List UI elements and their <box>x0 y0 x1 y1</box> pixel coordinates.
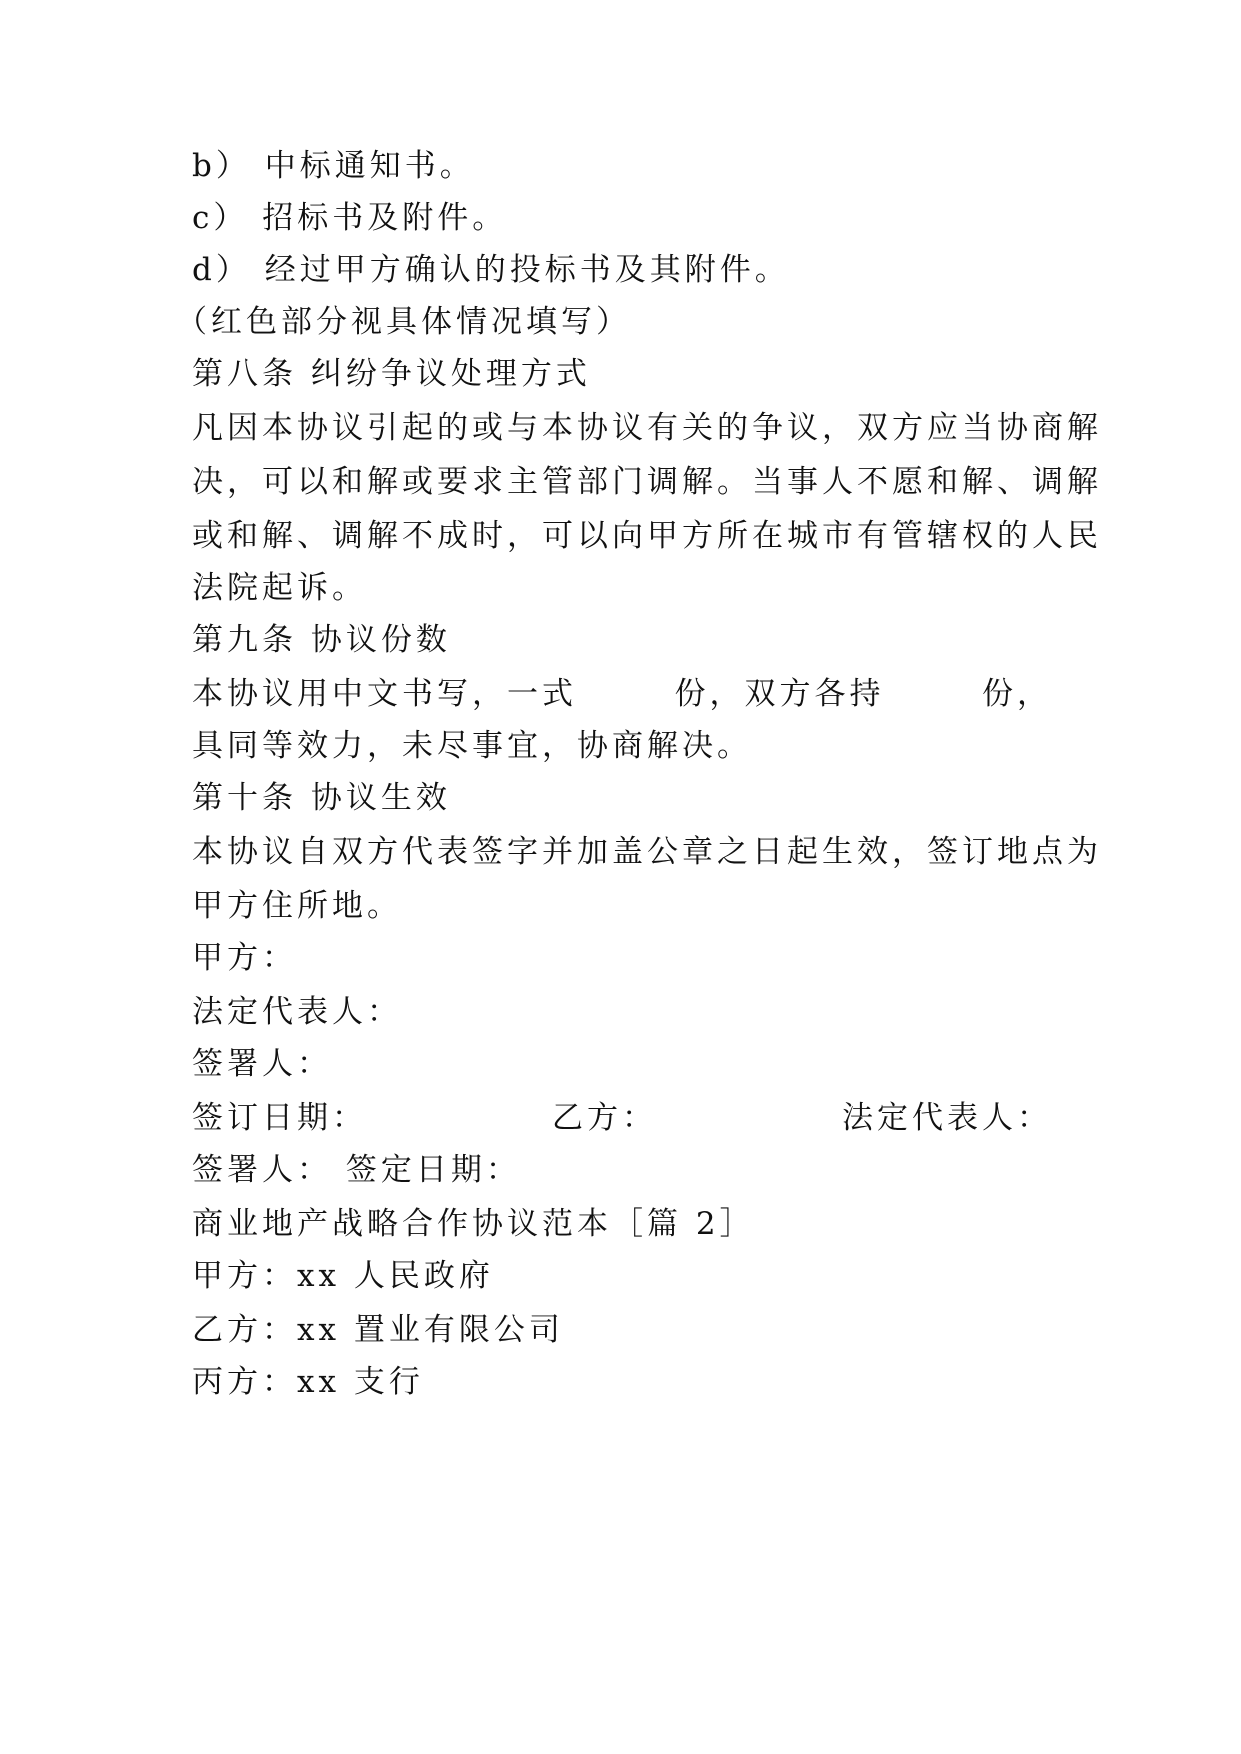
article-8-line: 或和解、调解不成时，可以向甲方所在城市有管辖权的人民 <box>192 518 1102 554</box>
article-8-line: 凡因本协议引起的或与本协议有关的争议，双方应当协商解 <box>192 410 1102 446</box>
article-9-copies-line <box>192 674 1052 714</box>
next-party-c: 丙方：xx 支行 <box>192 1364 424 1400</box>
signature-row <box>192 1098 1052 1138</box>
next-party-a: 甲方：xx 人民政府 <box>192 1258 494 1294</box>
party-b-legal-rep-label: 法定代表人： <box>842 1100 1052 1136</box>
article-8-heading: 第八条 纠纷争议处理方式 <box>192 356 591 392</box>
copies-text-c: 份， <box>982 676 1052 712</box>
party-a-label: 甲方： <box>192 940 297 976</box>
sign-date-label: 签订日期： <box>192 1100 367 1136</box>
signer-label: 签署人： <box>192 1046 332 1082</box>
party-b-label: 乙方： <box>552 1100 657 1136</box>
copies-text-a: 本协议用中文书写，一式 <box>192 676 577 712</box>
signer-date-row: 签署人： 签定日期： <box>192 1152 521 1188</box>
article-8-line: 法院起诉。 <box>192 570 367 606</box>
article-9-line: 具同等效力，未尽事宜，协商解决。 <box>192 728 752 764</box>
copies-text-b: 份，双方各持 <box>674 676 885 712</box>
article-10-line: 甲方住所地。 <box>192 888 402 924</box>
article-9-heading: 第九条 协议份数 <box>192 622 451 658</box>
note-text: （红色部分视具体情况填写） <box>176 304 631 340</box>
article-10-heading: 第十条 协议生效 <box>192 780 451 816</box>
list-item-b: b） 中标通知书。 <box>192 148 475 184</box>
article-10-line: 本协议自双方代表签字并加盖公章之日起生效，签订地点为 <box>192 834 1102 870</box>
list-item-c: c） 招标书及附件。 <box>192 200 508 236</box>
list-item-d: d） 经过甲方确认的投标书及其附件。 <box>192 252 790 288</box>
next-party-b: 乙方：xx 置业有限公司 <box>192 1312 564 1348</box>
article-8-line: 决，可以和解或要求主管部门调解。当事人不愿和解、调解 <box>192 464 1102 500</box>
next-agreement-title: 商业地产战略合作协议范本［篇 2］ <box>192 1206 755 1242</box>
legal-rep-label: 法定代表人： <box>192 994 402 1030</box>
